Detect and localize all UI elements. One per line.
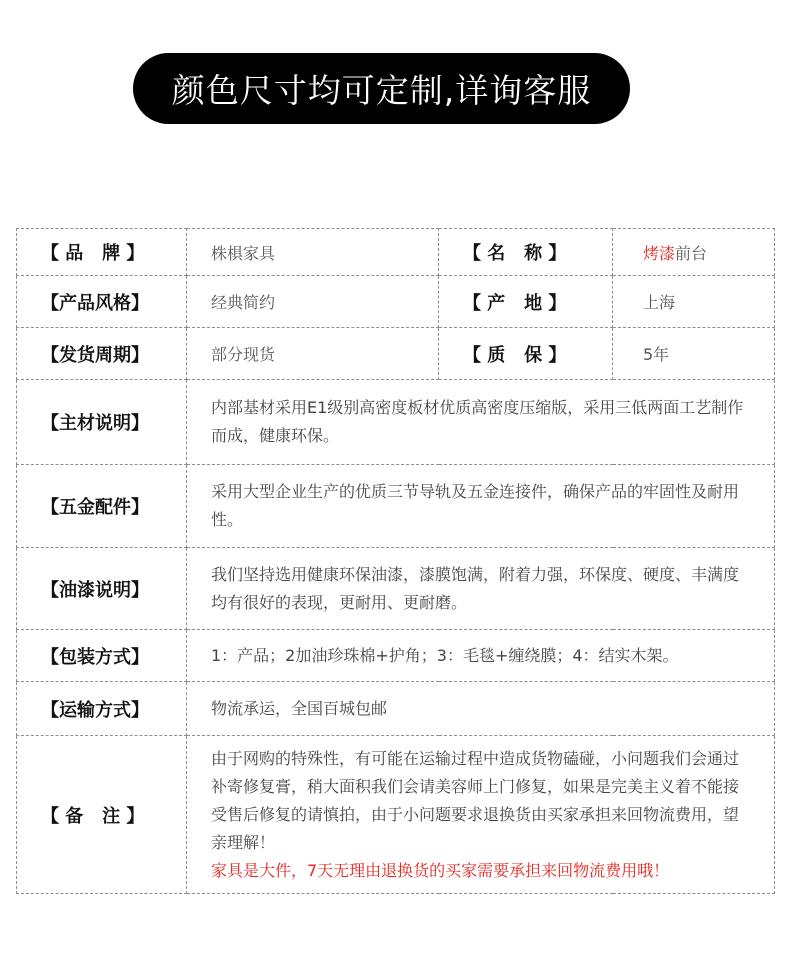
packaging-label: 【包装方式】 bbox=[17, 630, 187, 682]
remarks-text: 由于网购的特殊性，有可能在运输过程中造成货物磕碰，小问题我们会通过补寄修复膏，稍大面积我们会请美容师上门修复，如果是完美主义着不能接受售后修复的请慎拍，由于小问题要求退换货由买家承担来回物流费用，望亲理解！ bbox=[211, 748, 740, 852]
packaging-text: 1：产品；2加油珍珠棉+护角；3：毛毯+缠绕膜；4：结实木架。 bbox=[187, 630, 775, 682]
remarks-cell bbox=[187, 736, 775, 894]
name-value bbox=[613, 229, 775, 276]
table-row bbox=[17, 229, 775, 276]
table-row bbox=[17, 276, 775, 328]
origin-label: 【 产 地 】 bbox=[439, 276, 613, 328]
transport-label: 【运输方式】 bbox=[17, 682, 187, 736]
warranty-value: 5年 bbox=[613, 328, 775, 380]
remarks-label: 【 备 注 】 bbox=[17, 736, 187, 894]
delivery-value: 部分现货 bbox=[187, 328, 439, 380]
table-row bbox=[17, 630, 775, 682]
paint-text: 我们坚持选用健康环保油漆，漆膜饱满，附着力强，环保度、硬度、丰满度均有很好的表现，更耐用、更耐磨。 bbox=[187, 548, 775, 630]
banner-text: 颜色尺寸均可定制,详询客服 bbox=[171, 71, 592, 110]
transport-text: 物流承运，全国百城包邮 bbox=[187, 682, 775, 736]
name-value-highlight: 烤漆 bbox=[643, 243, 676, 263]
main-material-text: 内部基材采用E1级别高密度板材优质高密度压缩版，采用三低两面工艺制作而成，健康环保。 bbox=[187, 380, 775, 465]
table-row bbox=[17, 682, 775, 736]
table-row bbox=[17, 380, 775, 465]
customization-banner bbox=[133, 53, 630, 124]
table-row bbox=[17, 465, 775, 548]
remarks-warning: 家具是大件，7天无理由退换货的买家需要承担来回物流费用哦！ bbox=[211, 860, 670, 880]
main-material-label: 【主材说明】 bbox=[17, 380, 187, 465]
table-row bbox=[17, 328, 775, 380]
hardware-label: 【五金配件】 bbox=[17, 465, 187, 548]
style-label: 【产品风格】 bbox=[17, 276, 187, 328]
name-value-rest: 前台 bbox=[675, 243, 708, 263]
table-row bbox=[17, 736, 775, 894]
brand-label: 【 品 牌 】 bbox=[17, 229, 187, 276]
name-label: 【 名 称 】 bbox=[439, 229, 613, 276]
origin-value: 上海 bbox=[613, 276, 775, 328]
brand-value: 株椇家具 bbox=[187, 229, 439, 276]
paint-label: 【油漆说明】 bbox=[17, 548, 187, 630]
warranty-label: 【 质 保 】 bbox=[439, 328, 613, 380]
delivery-label: 【发货周期】 bbox=[17, 328, 187, 380]
product-spec-table bbox=[16, 228, 775, 894]
style-value: 经典简约 bbox=[187, 276, 439, 328]
hardware-text: 采用大型企业生产的优质三节导轨及五金连接件，确保产品的牢固性及耐用性。 bbox=[187, 465, 775, 548]
table-row bbox=[17, 548, 775, 630]
